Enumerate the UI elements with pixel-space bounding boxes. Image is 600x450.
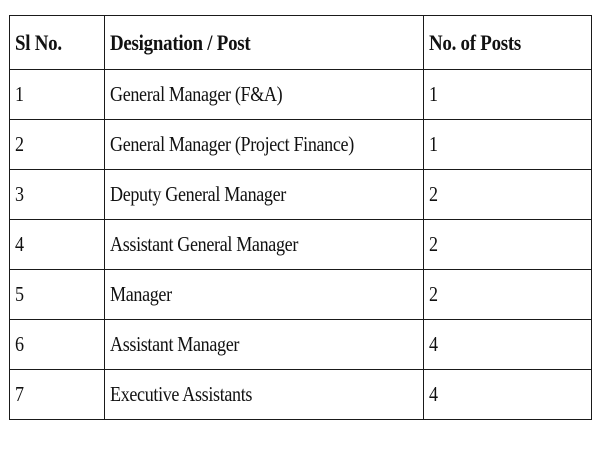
sl-no-value: 4 [15,232,24,256]
posts-value: 4 [429,332,439,356]
sl-no-value: 1 [15,82,24,106]
header-designation-label: Designation / Post [109,29,251,55]
header-sl-no-label: Sl No. [15,29,62,55]
table-row [10,320,592,370]
table-row [10,220,592,270]
cell-designation [104,120,424,170]
cell-sl-no [10,120,105,170]
designation-value: Executive Assistants [109,382,252,406]
designation-value: General Manager (Project Finance) [109,132,354,156]
header-row [10,16,592,70]
cell-posts [424,120,592,170]
sl-no-value: 7 [15,382,24,406]
sl-no-value: 2 [15,132,24,156]
table-header [10,16,592,70]
cell-designation [104,270,424,320]
table-row [10,120,592,170]
designation-value: General Manager (F&A) [109,82,283,106]
cell-posts [424,220,592,270]
cell-sl-no [10,270,105,320]
cell-designation [104,70,424,120]
header-no-of-posts-label: No. of Posts [429,29,522,55]
table-row [10,370,592,420]
table-row [10,70,592,120]
cell-posts [424,370,592,420]
posts-value: 2 [429,282,439,306]
header-no-of-posts [424,16,592,70]
cell-designation [104,320,424,370]
header-sl-no [10,16,105,70]
posts-value: 2 [429,232,439,256]
cell-sl-no [10,70,105,120]
cell-designation [104,170,424,220]
cell-posts [424,170,592,220]
table-body [10,70,592,420]
table-row [10,270,592,320]
cell-posts [424,270,592,320]
cell-posts [424,70,592,120]
cell-sl-no [10,220,105,270]
table-row [10,170,592,220]
designation-value: Assistant General Manager [109,232,298,256]
posts-value: 4 [429,382,439,406]
sl-no-value: 6 [15,332,24,356]
designation-value: Deputy General Manager [109,182,286,206]
designation-value: Manager [109,282,172,306]
cell-posts [424,320,592,370]
header-designation [104,16,424,70]
sl-no-value: 3 [15,182,24,206]
cell-sl-no [10,170,105,220]
sl-no-value: 5 [15,282,24,306]
cell-designation [104,370,424,420]
posts-value: 1 [429,82,439,106]
cell-sl-no [10,320,105,370]
designation-value: Assistant Manager [109,332,239,356]
cell-designation [104,220,424,270]
cell-sl-no [10,370,105,420]
posts-value: 2 [429,182,439,206]
posts-value: 1 [429,132,439,156]
posts-table [9,15,592,420]
